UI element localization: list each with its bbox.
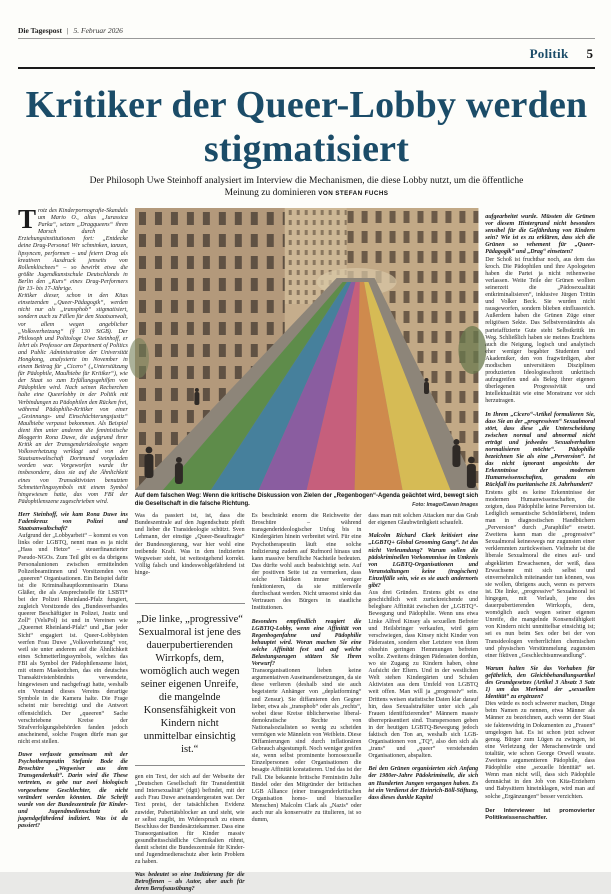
article-column-1 xyxy=(18,204,128,872)
article-paragraph: Es beschränkt enorm die Reichweite der Broschüre – während transgenderideologischer Unfug bis in Kindergärten hinein verbreitet wird. Für eine Psychotherapeutin läuft eine solche Indizierung zudem auf Rufmord hinaus und kann massive berufliche Nachteile bedeuten. Das dürfte wohl auch beabsichtigt sein. Auf der positiven Seite ist zu vermerken, dass solche Taktiken immer weniger funktionieren, da sie mittlerweile durchschaut werden. Nicht umsonst sinkt das Vertrauen des Bürgers in staatliche Institutionen. xyxy=(251,513,362,612)
article-paragraph: Aus drei Gründen. Erstens gibt es eine geschichtlich weit zurückreichende und belegbare Affinität zwischen der „LGBTQ“-Bewegung und Pädophilie. Wenn uns etwa Linke Alfred Kinsey als sexuellen Befreier und Heilsbringer verkaufen, wird gern verschwiegen, dass Kinsey nicht Kinder von Päderasten, sondern eher Letztere von ihren ohnehin geringen Hemmungen befreien wollte. Zweitens drängen Päderasten dorthin, wo sie Zugang zu Kindern haben, ohne Aufsicht der Eltern. Und in der westlichen Welt stehen Kindergärten und Schulen Aktivisten aus dem Umfeld von LGBTQ weit offen. Man will ja „progressiv“ sein. Drittens weisen statistische Daten klar darauf hin, dass Sexualstraftäter unter sich „als Frauen identifizierenden“ Männern massiv überrepräsentiert sind. Transpersonen geben in der heutigen LGBTQ-Bewegung jedoch faktisch den Ton an, weshalb sich LGB-Organisationen von „TQ“, also den sich als „trans“ und „queer“ verstehenden Organisationen, abspalten. xyxy=(368,590,479,760)
article-photo xyxy=(135,208,478,490)
article-paragraph: Was da passiert ist, ist, dass die Bundeszentrale auf den Jugendschutz pfeift und lieber die Transideologie schützt. Sven Lehmann, der einstige „Queer-Beauftragte“ der Bundesregierung, war hier wohl eine treibende Kraft. Was in dem indizierten Wegweiser steht, ist weitestgehend korrekt. Völlig falsch und kindeswohlgefährdend ist hinge- xyxy=(134,513,245,576)
article-column-2 xyxy=(135,513,245,893)
article-headline: Kritiker der Queer-Lobby werden stigmatisiert xyxy=(25,84,588,170)
article-paragraph: Dies würde es noch schwerer machen, Dinge beim Namen zu nennen, etwa Männer als Männer zu bezeichnen, auch wenn der Staat sie faktenwidrig in Dokumenten zu „Frauen“ umgelogen hat. Es ist schon jetzt schwer genug. Bürger zum Lügen zu zwingen, ist eine Verletzung der Menschenwürde und totalitär, wie schon George Orwell wusste. Zweitens argumentieren Pädophile, dass Pädophilie eine „sexuelle Identität“ sei. Wenn man nicht will, dass sich Pädophile demnächst in den Job von Kita-Erziehern und Babysittern hineinklagen, wird man auf solche „Ergänzungen“ besser verzichten. xyxy=(485,701,595,800)
article-column-3 xyxy=(252,513,362,893)
interview-question: Bei den Grünen organisierten sich Anfang der 1980er-Jahre Pädokriminelle, die sich an Hunderten Jungen vergangen haben. Es ist ein Verdienst der Heinrich-Böll-Stiftung, dass dieses dunkle Kapitel xyxy=(368,766,479,801)
byline: VON STEFAN FUCHS xyxy=(318,190,389,197)
article-deck xyxy=(88,175,525,200)
drop-cap: T xyxy=(18,204,37,234)
masthead xyxy=(18,26,595,39)
interview-question: Malcolm Richard Clark kritisiert eine „LGBTQ+ Global Grooming Gang“. Ist das nicht Verleumdung? Warum sollen die pädokriminellen Vorkommnisse im Umkreis von LGBTQ-Organisationen und Veranstaltungen keine (tragischen) Einzelfälle sein, wie es sie auch andernorts gibt? xyxy=(368,533,479,590)
article-paragraph: Transorganisationen lieben keine argumentativen Auseinandersetzungen, da sie diese verlieren (deshalb sind sie auch begeisterte Anhänger von „deplatforming“ und Zensur). Sie diffamieren den Gegner lieber, etwa als „transphob“ oder als „rechts“, wobei diese Kreise üblicherweise liberal-demokratische Rechte von Nationalsozialisten so wenig zu scheiden vermögen wie Männlein von Weiblein. Diese Diffamierungen sind durch inflationären Gebrauch abgestumpft. Noch weniger greifen sie, wenn selbst prominente homosexuelle Einzelpersonen oder Organisationen die besagte Affinität konstatieren. Und das ist der Fall. Die bekannte britische Feministin Julie Bindel oder den Mitgründer der britischen LGB Alliance (einer transgenderkritischen Organisation homo- und bisexueller Menschen) Malcolm Clark als „Nazis“ oder auch nur als konservativ zu titulieren, ist so dumm, xyxy=(251,668,362,824)
header-rule xyxy=(18,67,595,69)
rainbow-street-photo xyxy=(135,208,478,490)
interview-question: Besonders empfindlich reagiert die LGBTIQ-Lobby, wenn eine Affinität von Regenbogenfahne und Pädophilie behauptet wird. Woran machen Sie eine solche Affinität fest und auf welche Belastungszeugen stützen Sie Ihren Vorwurf? xyxy=(251,618,362,668)
photo-credit: Foto: Imago/Cavan Images xyxy=(407,502,478,510)
deck-text: Der Philosoph Uwe Steinhoff analysiert im Interview die Mechanismen, die diese Lobby nutzt, um die öffentliche Meinung zu dominieren xyxy=(89,176,524,198)
article-paragraph: dass man mit solchen Attacken nur das Grab der eigenen Glaubwürdigkeit schaufelt. xyxy=(368,513,479,527)
masthead-divider: | xyxy=(66,26,69,35)
pull-quote: „Die linke, „progressive“ Sexualmoral ist jene des dauerpubertierenden Wirrkopfs, dem, womöglich auch wegen seiner eigenen Unreife, die mangelnde Konsensfähigkeit von Kindern nicht unmittelbar einsichtig ist.“ xyxy=(135,603,245,766)
article-paragraph: Aufgrund der „Lobbyarbeit“ – kommt es von links oder LGBTQ, nennt man es ja nicht „Hass und Hetze“ – steuerfinanzierter Pseudo-NGOs. Zum Teil gibt es da übrigens Personalunionen zwischen ermittelnden Polizeibeamtinnen und Vorsitzenden von „queeren“ Organisationen. Ein Beispiel dafür ist die Kriminalhauptkommissarin Diana Gläßer, die als Ansprechstelle für LSBTI* bei der Polizei Rheinland-Pfalz fungiert, zugleich Vorsitzende des „Bundesverbandes queerer Beschäftigter in Polizei, Justiz und Zoll“ (VelsPol) ist und in Vereinen wie „Queernet Rheinland-Pfalz“ und „Bar jeder Sicht“ engagiert ist. Queer-Lobbyisten werfen Frau Duwe „Volksverhetzung“ vor, weil sie unter anderem auf die Ähnlichkeit eines Schmetterlingssymbols, welches das FBI als Symbol der Pädophilenszene listet, mit einem Maskottchen, das ein deutsches Transaktivistenbündnis verwendete, hingewiesen und nachgefragt hatte, weshalb ein Vorstand dieses Vereins derartige Symbole in die Kamera halte. Die Frage scheint mir berechtigt und die Antwort offensichtlich. Der „queeren“ Sache verschriebene Kreise der Strafverfolgungsbehörden fanden jedoch anscheinend, solche Fragen dürfe man gar nicht erst stellen. xyxy=(18,533,128,745)
interview-question: Was bedeutet so eine Indizierung für die Betroffenen – als Autor, aber auch für deren Berufsausübung? xyxy=(134,872,245,893)
column-2-lower xyxy=(135,774,245,894)
article-column-5 xyxy=(485,208,595,872)
interview-question: Herr Steinhoff, wie kam Rona Duwe ins Fadenkreuz von Polizei und Staatsanwaltschaft? xyxy=(18,511,128,533)
article-paragraph: Der Schoß ist fruchtbar noch, aus dem das kroch. Die Pädophilen und ihre Apologeten haben die Partei ja nicht reihenweise verlassen. Weite Teile der Grünen wollten seinerzeit die „Pädosexualität entkriminalisieren“, inklusive Jürgen Trittin und Volker Beck. Sie wurden nicht rausgeworfen, sondern blieben einflussreich. Außerdem haben die Grünen Züge einer religiösen Sekte. Das Selbstverständnis als parteiaffizierte Gute steht Selbstkritik im Weg. Schließlich haben sie meines Erachtens auch die Neigung, logisch und analytisch eher weniger begabter Studenten und Akademiker, den von fragwürdigen, aber modischen universitären Disziplinen produzierten Ideologieschrott unkritisch aufzugreifen und als Beleg ihrer eigenen überlegenen Progressivität und Intellektualität wie eine Monstranz vor sich herzutragen. xyxy=(485,256,595,405)
middle-columns xyxy=(134,513,479,893)
photo-caption-text: Auf dem falschen Weg: Wenn die kritische Diskussion von Zielen der „Regenbogen“-Agenda geächtet wird, bewegt sich die Gesellschaft in die falsche Richtung. xyxy=(134,493,479,507)
article-paragraph: Erstens gibt es keine Erkenntnisse der modernen Humanwissenschaften, die zeigten, dass Pädophilie keine Perversion ist. Lediglich semantische Schönfärberei, indem man in diagnostischen Handbüchern „Perversion“ durch „Paraphilie“ ersetzt. Zweitens kann man die „progressive“ Sexualmoral keineswegs nur zugunsten einer verklemmten zurückweisen. Vielmehr ist die liberale Sexualmoral die eines auf- und abgeklärten Erwachsenen, der weiß, dass Erwachsene mit sich selbst und einvernehmlich miteinander tun können, was sie wollen, übrigens auch, wenn es pervers ist. Die linke, „progressive“ Sexualmoral ist hingegen, mit Verlaub, jene des dauerpubertierenden Wirrkopfs, dem, womöglich auch wegen seiner eigenen Unreife, die mangelnde Konsensfähigkeit von Kindern nicht unmittelbar einsichtig ist; sei es nun beim Sex oder bei der von Transideologen verherrlichten chemischen und physischen Verstümmelung zugunsten einer fiktiven „Geschlechtsumwandlung“. xyxy=(485,489,595,659)
page-number: 5 xyxy=(586,46,593,61)
paper-name: Die Tagespost xyxy=(18,26,62,35)
interview-question: aufgearbeitet wurde. Müssten die Grünen vor diesem Hintergrund nicht besonders sensibel für die Gefährdung von Kindern sein? Wie ist es zu erklären, dass sich die Grünen so vehement für „Queer-Pädagogik“ und „Drag“ einsetzen? xyxy=(485,214,595,256)
article-paragraph: Kritiker dieser, schon in den Kitas einsetzenden „Queer-Pädagogik“, werden nicht nur als „transphob“ stigmatisiert, sondern auch zu Fällen für den Staatsanwalt, vor allem wegen angeblicher „Volksverhetzung“ (§ 130 StGB). Der Philosoph und Politologe Uwe Steinhoff, er lehrt als Professor am Department of Politics and Public Administration der Universität Hongkong, analysierte im November in einem Beitrag für „Cicero“ („Unterstützung für Pädophile, Maulhiebe für Kritiker“), wie der Staat so zum Erfüllungsgehilfen von Pädophilen wird. Nach seinen Recherchen halte eine Queerlobby in der Politik mit Verbindungen zu Pädophilen den Rücken frei, während Pädophilie-Kritiker von einer „Gesinnungs- und Einschüchterungsjustiz“ Maulhiebe verpasst bekommen. Als Beispiel dient ihm unter anderem die feministische Bloggerin Rona Duwe, die aufgrund ihrer Kritik an der Transgenderideologie wegen Volksverhetzung verklagt und von der Staatsanwaltschaft Dortmund vorgeladen worden war. Vorgeworfen wurde ihr insbesondere, dass sie auf die Ähnlichkeit eines von Transaktivisten benutzten Schmetterlingssymbols mit einem Symbol hingewiesen hatte, das vom FBI der Pädophilenszene zugeschrieben wird. xyxy=(18,293,128,505)
section-label: Politik xyxy=(529,46,569,61)
article-middle-section xyxy=(134,208,479,893)
issue-date: 5. Februar 2026 xyxy=(73,26,123,35)
interviewer-note: Der Interviewer ist promovierter Politikwissenschaftler. xyxy=(485,807,595,821)
column-2-upper xyxy=(135,513,245,577)
article-paragraph: gen ein Text, der sich auf der Webseite der „Deutschen Gesellschaft für Transidentität und Intersexualität“ (dgti) befindet, mit der auch Frau Duwe aneinandergeraten war. Der Text preist, der tatsächlichen Evidenz zuwider, Pubertätsblocker an und steht, wie er selbst zugibt, im Widerspruch zu einem Beschluss der Bundesärztekammer. Dass eine Transorganisation für Kinder massiv gesundheitsschädliche Chemikalien rühmt, damit scheint die Bundeszentrale für Kinder- und Jugendmedienschutz aber kein Problem zu haben. xyxy=(134,774,245,866)
article-column-4 xyxy=(368,513,478,893)
article-body xyxy=(18,204,595,893)
interview-question: Warum halten Sie das Vorhaben für gefährlich, den Gleichbehandlungsartikel des Grundgesetzes (Artikel 3 Absatz 3 Satz 1) um das Merkmal der „sexuellen Identität“ zu ergänzen? xyxy=(485,665,595,701)
section-header xyxy=(18,39,595,67)
photo-caption xyxy=(135,490,478,513)
article-paragraph: Trotz des Kinderpornografie-Skandals um Mario O., alias „Jurassica Parka“, setzen „Dragqueens“ ihren Marsch durch die Erziehungsinstitutionen fort: „Entdecke deine Drag-Persona! Wir schminken, tanzen, lipsyncen, performen – und feiern Drag als kreativen Ausdruck jenseits von Rollenklischees“ – so bewirbt etwa die größte Jugendkunstschule Deutschlands in Berlin den „Kurs“ eines Drag-Performers für 13- bis 17-Jährige. xyxy=(18,204,128,293)
interview-question: Duwe verfasste gemeinsam mit der Psychotherapeutin Stefanie Bode die Broschüre „Wegweiser aus dem Transgenderkult“. Darin wird die These vertreten, es gebe nur zwei biologisch vorgesehene Geschlechter, die nicht verändert werden könnten. Die Schrift wurde von der Bundeszentrale für Kinder- und Jugendmedienschutz als jugendgefährdend indiziert. Was ist da passiert? xyxy=(18,752,128,829)
interview-question: In Ihrem „Cicero“-Artikel formulieren Sie, dass Sie an der „progressiven“ Sexualmoral stört, dass diese „die Unterscheidung zwischen normal und abnormal nicht erträgt und jedwedes Sexualverhalten normalisieren möchte“. Pädophilie bezeichnen Sie als eine „Perversion“. Ist das nicht ignorant angesichts der Erkenntnisse der modernen Humanwissenschaften, geradezu ein Rückfall ins puritanische 19. Jahrhundert? xyxy=(485,411,595,489)
